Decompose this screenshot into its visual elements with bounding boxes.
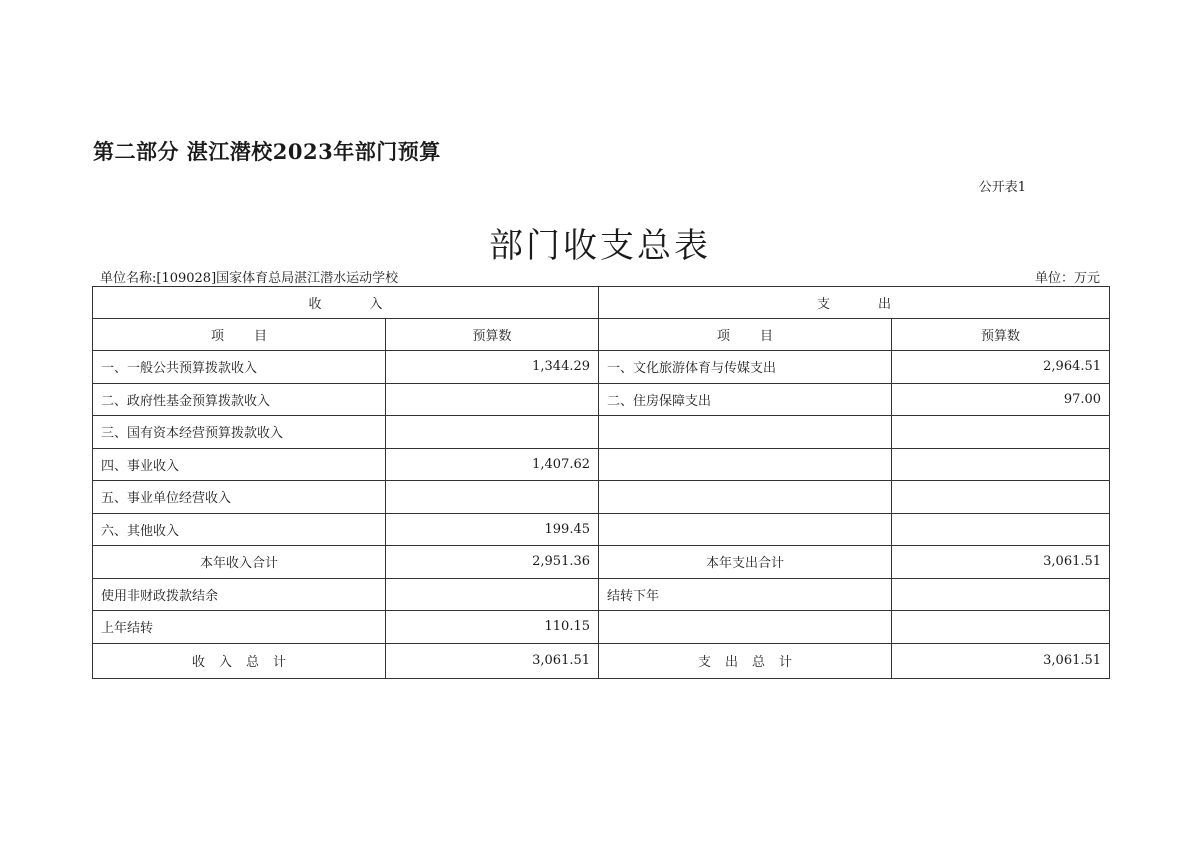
- table-row: [93, 416, 1110, 449]
- section-title: 第二部分 湛江潜校2023年部门预算: [93, 139, 441, 164]
- expense-item: [599, 611, 892, 644]
- table-row: [93, 611, 1110, 644]
- income-value: [386, 416, 599, 449]
- expense-item: [599, 513, 892, 546]
- income-item: 二、政府性基金预算拨款收入: [93, 383, 386, 416]
- income-item: 一、一般公共预算拨款收入: [93, 351, 386, 384]
- table-column-header-row: [93, 319, 1110, 351]
- expense-value: [892, 481, 1110, 514]
- unit-name: 单位名称:[109028]国家体育总局湛江潜水运动学校: [100, 271, 399, 286]
- table-row: [93, 448, 1110, 481]
- expense-budget-column-header: 预算数: [892, 319, 1110, 351]
- income-item: 六、其他收入: [93, 513, 386, 546]
- income-item: 四、事业收入: [93, 448, 386, 481]
- table-row: [93, 513, 1110, 546]
- table-row: [93, 383, 1110, 416]
- income-value: 1,344.29: [386, 351, 599, 384]
- expense-value: [892, 578, 1110, 611]
- expense-value: [892, 416, 1110, 449]
- expense-item: 一、文化旅游体育与传媒支出: [599, 351, 892, 384]
- total-row: [93, 643, 1110, 678]
- table-section-header-row: [93, 287, 1110, 319]
- income-value: [386, 578, 599, 611]
- expense-value: [892, 611, 1110, 644]
- expense-total-label: 支出总计: [599, 643, 892, 678]
- income-section-header: 收入: [93, 287, 599, 319]
- table-number: 公开表1: [978, 180, 1026, 195]
- income-total-label: 收入总计: [93, 643, 386, 678]
- income-value: 199.45: [386, 513, 599, 546]
- expense-item: [599, 416, 892, 449]
- income-total-value: 3,061.51: [386, 643, 599, 678]
- income-item: 使用非财政拨款结余: [93, 578, 386, 611]
- income-item-column-header: 项目: [93, 319, 386, 351]
- expense-subtotal-value: 3,061.51: [892, 546, 1110, 579]
- expense-total-value: 3,061.51: [892, 643, 1110, 678]
- table-row: [93, 481, 1110, 514]
- expense-section-header: 支出: [599, 287, 1110, 319]
- income-budget-column-header: 预算数: [386, 319, 599, 351]
- budget-table: [92, 286, 1110, 679]
- income-item: 上年结转: [93, 611, 386, 644]
- income-value: [386, 481, 599, 514]
- income-item: 三、国有资本经营预算拨款收入: [93, 416, 386, 449]
- income-value: [386, 383, 599, 416]
- expense-item: 结转下年: [599, 578, 892, 611]
- expense-value: [892, 448, 1110, 481]
- subtotal-row: [93, 546, 1110, 579]
- expense-value: [892, 513, 1110, 546]
- expense-value: 2,964.51: [892, 351, 1110, 384]
- page-title: 部门收支总表: [489, 226, 711, 266]
- unit-label: 单位：万元: [1034, 271, 1100, 286]
- expense-item: [599, 481, 892, 514]
- expense-item-column-header: 项目: [599, 319, 892, 351]
- income-item: 五、事业单位经营收入: [93, 481, 386, 514]
- table-row: [93, 578, 1110, 611]
- table-row: [93, 351, 1110, 384]
- income-value: 1,407.62: [386, 448, 599, 481]
- expense-subtotal-label: 本年支出合计: [599, 546, 892, 579]
- expense-item: 二、住房保障支出: [599, 383, 892, 416]
- expense-item: [599, 448, 892, 481]
- income-subtotal-value: 2,951.36: [386, 546, 599, 579]
- income-value: 110.15: [386, 611, 599, 644]
- expense-value: 97.00: [892, 383, 1110, 416]
- income-subtotal-label: 本年收入合计: [93, 546, 386, 579]
